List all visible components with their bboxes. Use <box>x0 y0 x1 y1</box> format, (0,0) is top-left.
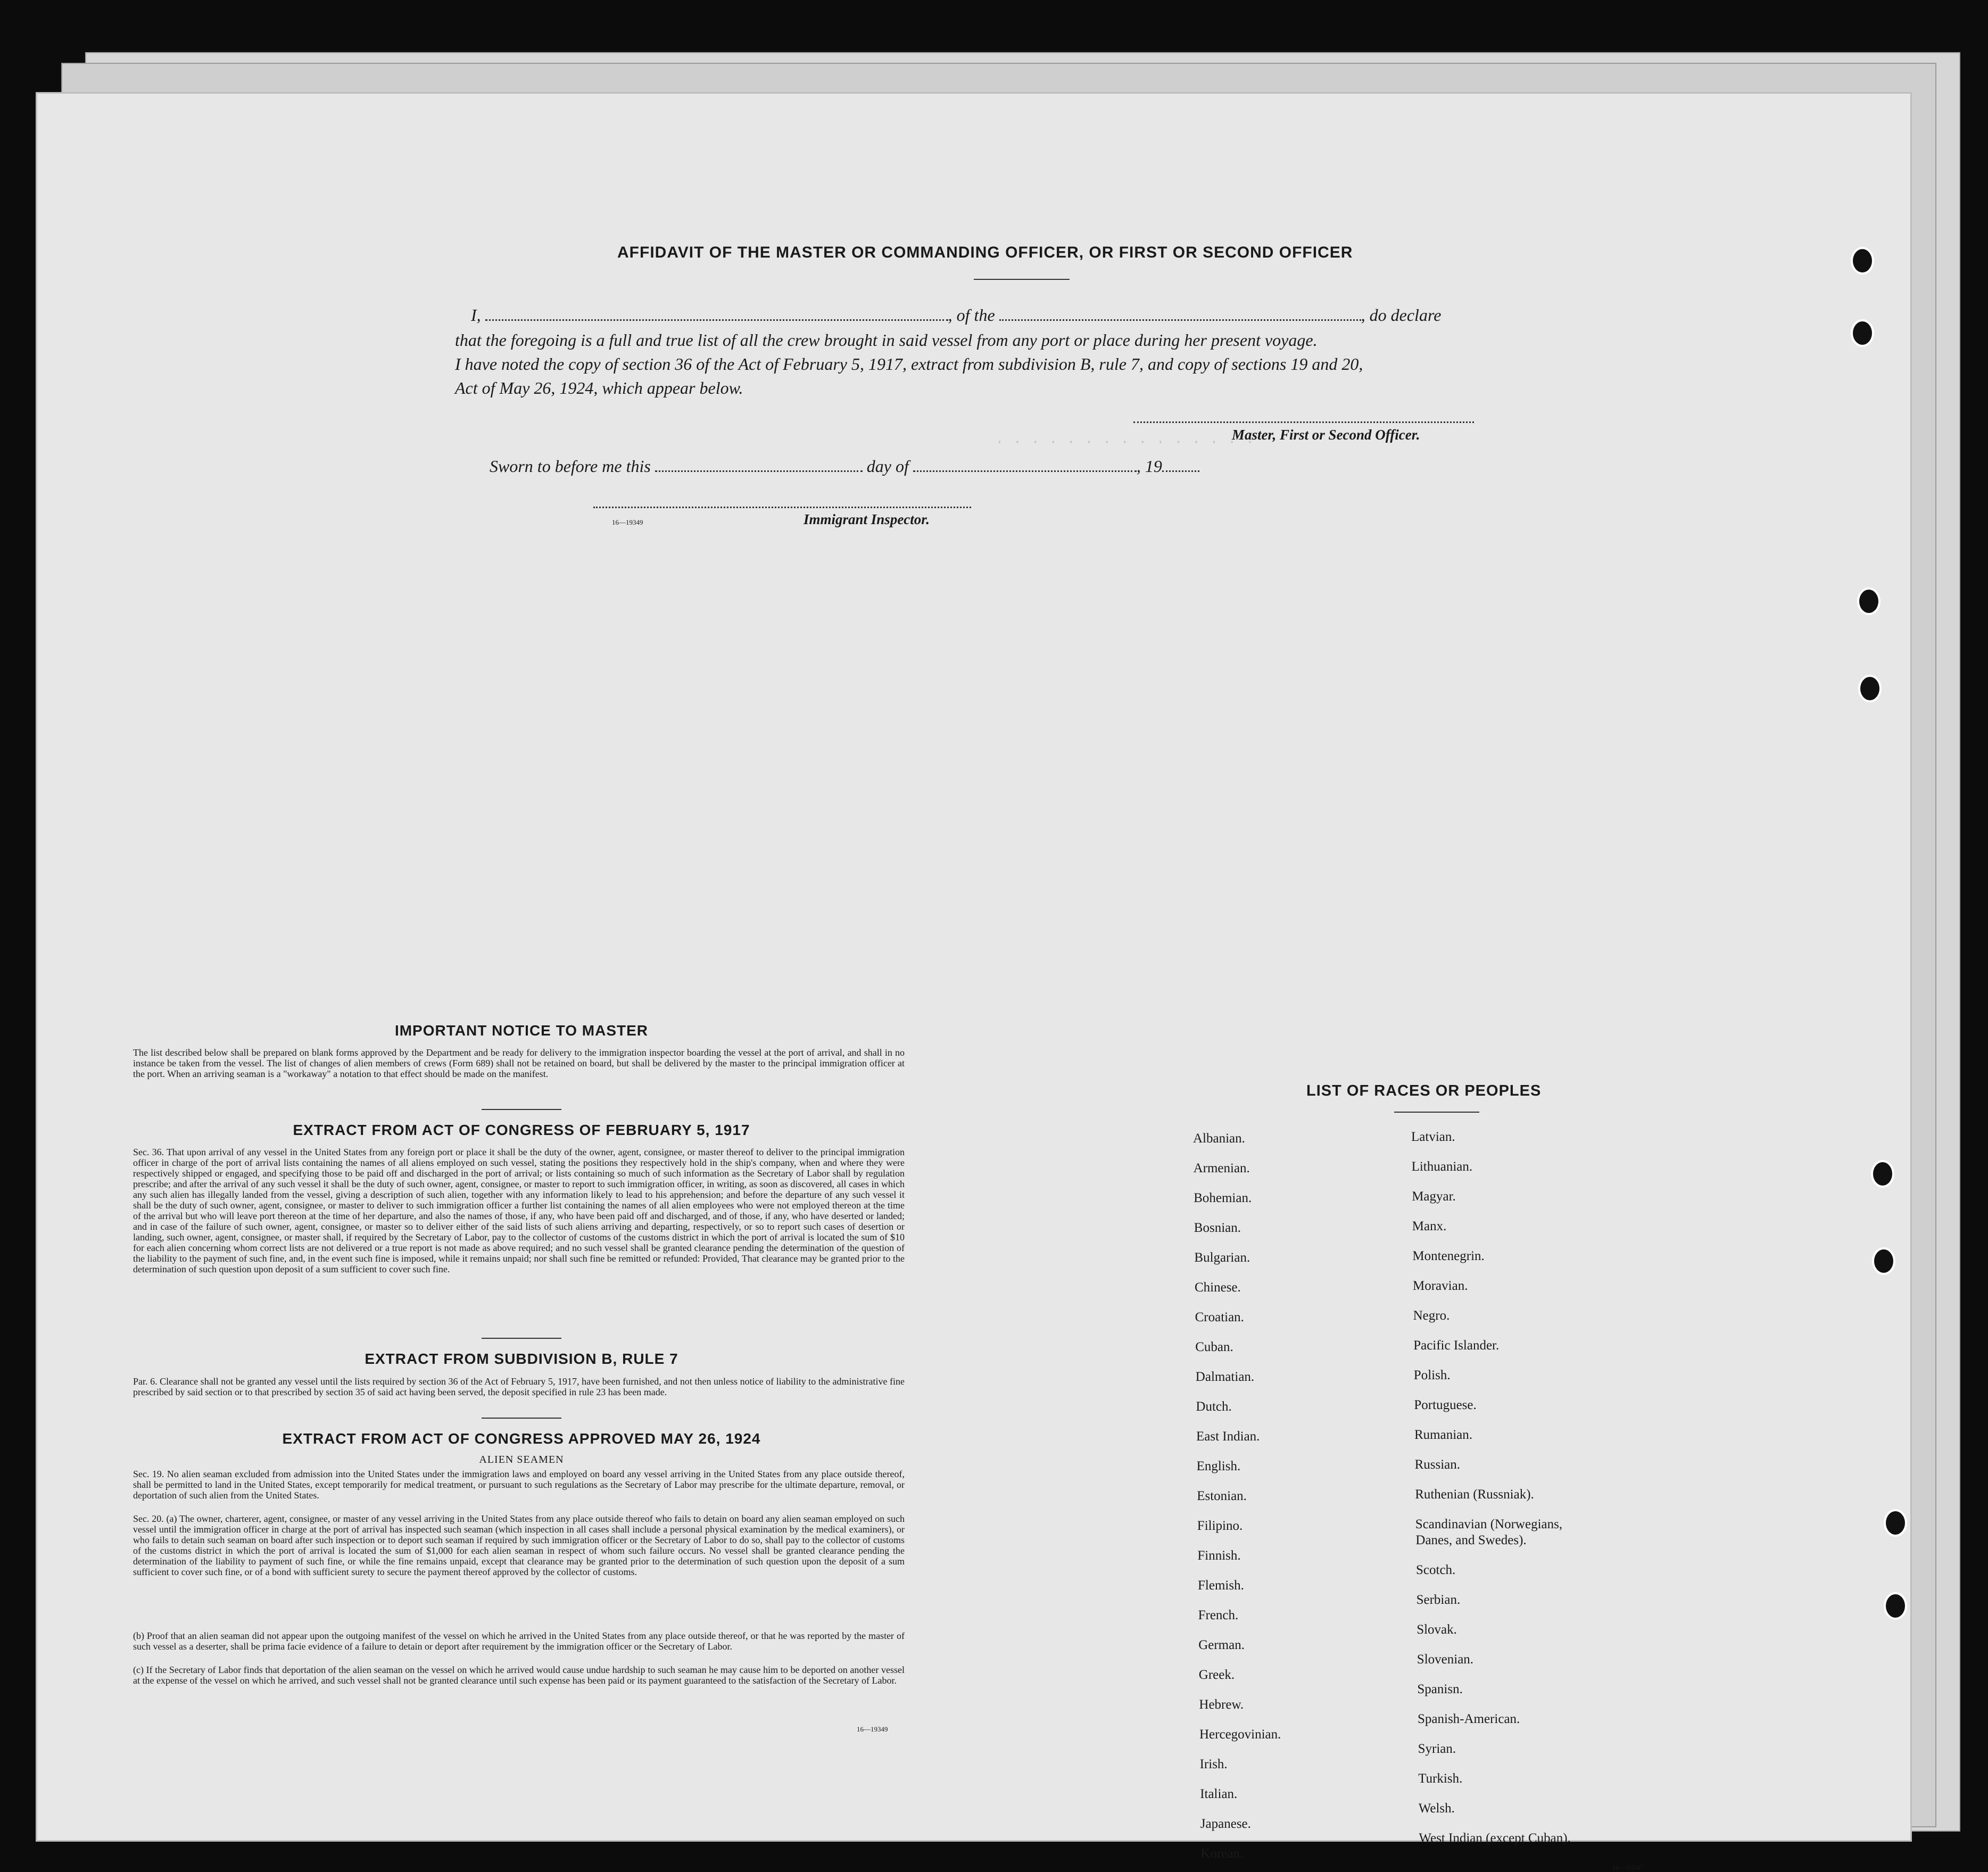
signature-blank <box>1133 421 1474 423</box>
race-item: Danes, and Swedes). <box>1415 1533 1527 1547</box>
binder-hole <box>1857 587 1881 615</box>
divider-2 <box>482 1338 561 1339</box>
binder-hole <box>1884 1509 1907 1537</box>
day-of-label: day of <box>866 457 909 476</box>
act1917-title: EXTRACT FROM ACT OF CONGRESS OF FEBRUARY 5, 1917 <box>293 1122 750 1138</box>
sec20a-body: Sec. 20. (a) The owner, charterer, agent, consignee, or master of any vessel arriving in the United States from any place outside thereof who fails to detain on board any alien seaman employed on such vessel until the immigration officer in charge at the port of arrival has inspected such seaman (which inspection in all cases shall include a personal physical examination by the medical examiners), or who fails to detain such seaman on board after such inspection or to deport such seaman if required by such immigration officer or the Secretary of Labor to do so, shall pay to the collector of customs of the customs district in which the port of arrival is located the sum of $1,000 for each alien seaman in respect of whom such failure occurs. No vessel shall be granted clearance pending the determination of the liability to payment of such fine, or while the fine remains unpaid, except that clearance may be granted prior to the determination of such question upon the deposit of a sum sufficient to cover such fine, or of a bond with sufficient surety to secure the payment thereof approved by the collector of customs. <box>133 1513 905 1577</box>
race-item: Greek. <box>1198 1668 1235 1682</box>
race-item: Estonian. <box>1197 1489 1247 1503</box>
race-item: Scotch. <box>1416 1563 1456 1577</box>
form-number-bottom: 16—19349 <box>857 1725 888 1733</box>
race-item: French. <box>1198 1608 1239 1622</box>
race-item: Dutch. <box>1196 1399 1232 1414</box>
month-blank <box>913 470 1137 472</box>
divider-3 <box>482 1418 561 1419</box>
race-item: Russian. <box>1414 1457 1461 1472</box>
affidavit-title: AFFIDAVIT OF THE MASTER OR COMMANDING OFFICER, OR FIRST OR SECOND OFFICER <box>617 244 1353 261</box>
sec20c-body: (c) If the Secretary of Labor finds that deportation of the alien seaman on the vessel on which he arrived would cause undue hardship to such seaman he may cause him to be deported on another vessel at the expense of the vessel on which he arrived, and such vessel shall not be granted clearance until such expense has been paid or its payment guaranteed to the satisfaction of the Secretary of Labor. <box>133 1664 905 1686</box>
race-item: Chinese. <box>1195 1280 1241 1295</box>
sworn-label: Sworn to before me this <box>490 457 651 476</box>
race-item: Japanese. <box>1200 1817 1251 1831</box>
affidavit-line-3: I have noted the copy of section 36 of the Act of February 5, 1917, extract from subdivision B, rule 7, and copy of sections 19 and 20, <box>455 354 1363 374</box>
race-item: Rumanian. <box>1414 1428 1473 1442</box>
race-item: Flemish. <box>1198 1578 1244 1593</box>
race-item: Negro. <box>1413 1308 1450 1323</box>
races-title: LIST OF RACES OR PEOPLES <box>1306 1082 1542 1099</box>
year-blank <box>1162 470 1199 472</box>
race-item: Albanian. <box>1193 1131 1245 1146</box>
race-item: Serbian. <box>1416 1593 1461 1607</box>
notice-body: The list described below shall be prepared on blank forms approved by the Department and be ready for delivery to the immigration inspector boarding the vessel at the port of arrival, and shall in no instance be taken from the vessel. The list of changes of alien members of crews (Form 689) shall not be retained on board, but shall be delivered by the master to the principal immigration officer at the port. When an arriving seaman is a "workaway" a notation to that effect should be made on the manifest. <box>133 1047 905 1079</box>
race-item: German. <box>1198 1638 1245 1652</box>
binder-hole <box>1858 675 1882 702</box>
race-item: Latvian. <box>1411 1130 1455 1144</box>
race-item: Finnish. <box>1197 1548 1241 1563</box>
year-label: , 19 <box>1136 457 1162 476</box>
race-item: Slovak. <box>1417 1622 1457 1637</box>
binder-hole <box>1872 1247 1895 1275</box>
affidavit-line-1 <box>471 305 1441 325</box>
race-item: Cuban. <box>1195 1340 1233 1354</box>
title-divider <box>974 279 1070 280</box>
races-divider <box>1394 1112 1479 1113</box>
race-item: Korean. <box>1200 1846 1244 1861</box>
vessel-blank <box>999 319 1361 321</box>
race-item: Lithuanian. <box>1411 1159 1473 1174</box>
race-item: Magyar. <box>1412 1189 1456 1204</box>
race-item: Bulgarian. <box>1194 1250 1250 1265</box>
race-item: Bohemian. <box>1194 1191 1252 1205</box>
binder-hole <box>1851 319 1874 347</box>
document-page <box>37 94 1910 1871</box>
race-item: West Indian (except Cuban). <box>1419 1831 1571 1845</box>
race-item: Croatian. <box>1195 1310 1244 1324</box>
i-label: I, <box>471 305 481 325</box>
form-number-races: 16—19347 <box>1612 1863 1644 1871</box>
race-item: Slovenian. <box>1417 1652 1474 1667</box>
race-item: Armenian. <box>1193 1161 1250 1175</box>
race-item: Irish. <box>1199 1757 1228 1771</box>
race-item: Manx. <box>1412 1219 1447 1233</box>
divider-1 <box>482 1109 561 1110</box>
binder-hole <box>1871 1160 1894 1188</box>
race-item: Hercegovinian. <box>1199 1727 1281 1742</box>
race-item: Turkish. <box>1418 1771 1463 1786</box>
act1917-body: Sec. 36. That upon arrival of any vessel in the United States from any foreign port or place it shall be the duty of the owner, agent, consignee, or master thereof to deliver to the principal immigration officer in charge of the port of arrival lists containing the names of all aliens employed on such vessel, stating the positions they respectively hold in the ship's company, when and where they were respectively shipped or engaged, and specifying those to be paid off and discharged in the port of arrival; or lists containing so much of such information as the Secretary of Labor shall by regulation prescribe; and after the arrival of any such vessel it shall be the duty of such owner, agent, consignee, or master to report to such immigration officer, in writing, as soon as discovered, all cases in which any such alien has illegally landed from the vessel, giving a description of such alien, together with any information likely to lead to his apprehension; and before the departure of any such vessel it shall be the duty of such owner, agent, consignee, or master to deliver to such immigration officer a further list containing the names of all alien employees who were not employed thereon at the time of the arrival but who will leave port thereon at the time of her departure, and also the names of those, if any, who have been paid off and discharged, and of those, if any, who have deserted or landed; and in case of the failure of such owner, agent, consignee, or master so to deliver either of the said lists of such aliens arriving and departing, respectively, or so to report such cases of desertion or landing, such owner, agent, consignee, or master shall, if required by the Secretary of Labor, pay to the collector of customs of the customs district in which the port of arrival is located the sum of $10 for each alien concerning whom correct lists are not delivered or a true report is not made as above required; and no such vessel shall be granted clearance pending the determination of the question of the liability to the payment of such fine, and, in the event such fine is imposed, while it remains unpaid; nor shall such fine be remitted or refunded: Provided, That clearance may be granted prior to the determination of such question upon deposit of a sum sufficient to cover such fine. <box>133 1147 905 1274</box>
race-item: Spanisn. <box>1417 1682 1463 1696</box>
rule7-title: EXTRACT FROM SUBDIVISION B, RULE 7 <box>365 1351 678 1367</box>
affidavit-line-2: that the foregoing is a full and true list of all the crew brought in said vessel from any port or place during her present voyage. <box>455 330 1318 350</box>
affidavit-line-4: Act of May 26, 1924, which appear below. <box>455 378 743 397</box>
race-item: Portuguese. <box>1414 1398 1477 1412</box>
inspector-blank <box>593 507 971 508</box>
race-item: Dalmatian. <box>1195 1370 1255 1384</box>
form-number-top: 16—19349 <box>612 518 643 526</box>
sec20b-body: (b) Proof that an alien seaman did not appear upon the outgoing manifest of the vessel on which he arrived in the United States from any place outside thereof, or that he was reported by the master of such vessel as a deserter, shall be prima facie evidence of a failure to detain or deport after requirement by the immigration officer or the Secretary of Labor. <box>133 1630 905 1652</box>
rule7-body: Par. 6. Clearance shall not be granted any vessel until the lists required by section 36 of the Act of February 5, 1917, have been furnished, and not then unless notice of liability to the administrative fine prescribed by said section or to that prescribed by section 35 of said act having been served, the deposit specified in rule 23 has been made. <box>133 1376 905 1397</box>
declare-label: , do declare <box>1361 305 1442 325</box>
race-item: English. <box>1196 1459 1241 1473</box>
race-item: Pacific Islander. <box>1413 1338 1500 1353</box>
name-blank <box>485 319 948 321</box>
notice-title: IMPORTANT NOTICE TO MASTER <box>394 1022 649 1039</box>
signature-label: Master, First or Second Officer. <box>1232 427 1420 443</box>
race-item: East Indian. <box>1196 1429 1260 1444</box>
race-item: Polish. <box>1413 1368 1451 1382</box>
binder-hole <box>1884 1592 1907 1620</box>
race-item: Spanish-American. <box>1418 1712 1520 1726</box>
race-item: Filipino. <box>1197 1519 1243 1533</box>
race-item: Hebrew. <box>1199 1697 1244 1712</box>
act1924-subtitle: ALIEN SEAMEN <box>479 1454 564 1465</box>
race-item: Welsh. <box>1418 1801 1455 1816</box>
race-item: Moravian. <box>1413 1279 1468 1293</box>
sworn-line <box>490 457 1199 476</box>
race-item: Syrian. <box>1418 1742 1456 1756</box>
act1924-title: EXTRACT FROM ACT OF CONGRESS APPROVED MAY 26, 1924 <box>282 1430 761 1447</box>
race-item: Montenegrin. <box>1412 1249 1485 1263</box>
of-the-label: , of the <box>948 305 995 325</box>
binder-hole <box>1851 247 1874 275</box>
bleed-through-text: · · · · · · · · · · · · · · · <box>995 434 1255 451</box>
race-item: Scandinavian (Norwegians, <box>1415 1517 1563 1531</box>
day-blank <box>655 470 863 472</box>
sec19-body: Sec. 19. No alien seaman excluded from admission into the United States under the immigration laws and employed on board any vessel arriving in the United States from any place outside thereof, shall be permitted to land in the United States, except temporarily for medical treatment, or pursuant to such regulations as the Secretary of Labor may prescribe for the ultimate departure, removal, or deportation of such alien from the United States. <box>133 1469 905 1501</box>
race-item: Ruthenian (Russniak). <box>1415 1487 1534 1502</box>
inspector-label: Immigrant Inspector. <box>804 511 930 527</box>
race-item: Bosnian. <box>1194 1221 1241 1235</box>
race-item: Italian. <box>1200 1787 1238 1801</box>
